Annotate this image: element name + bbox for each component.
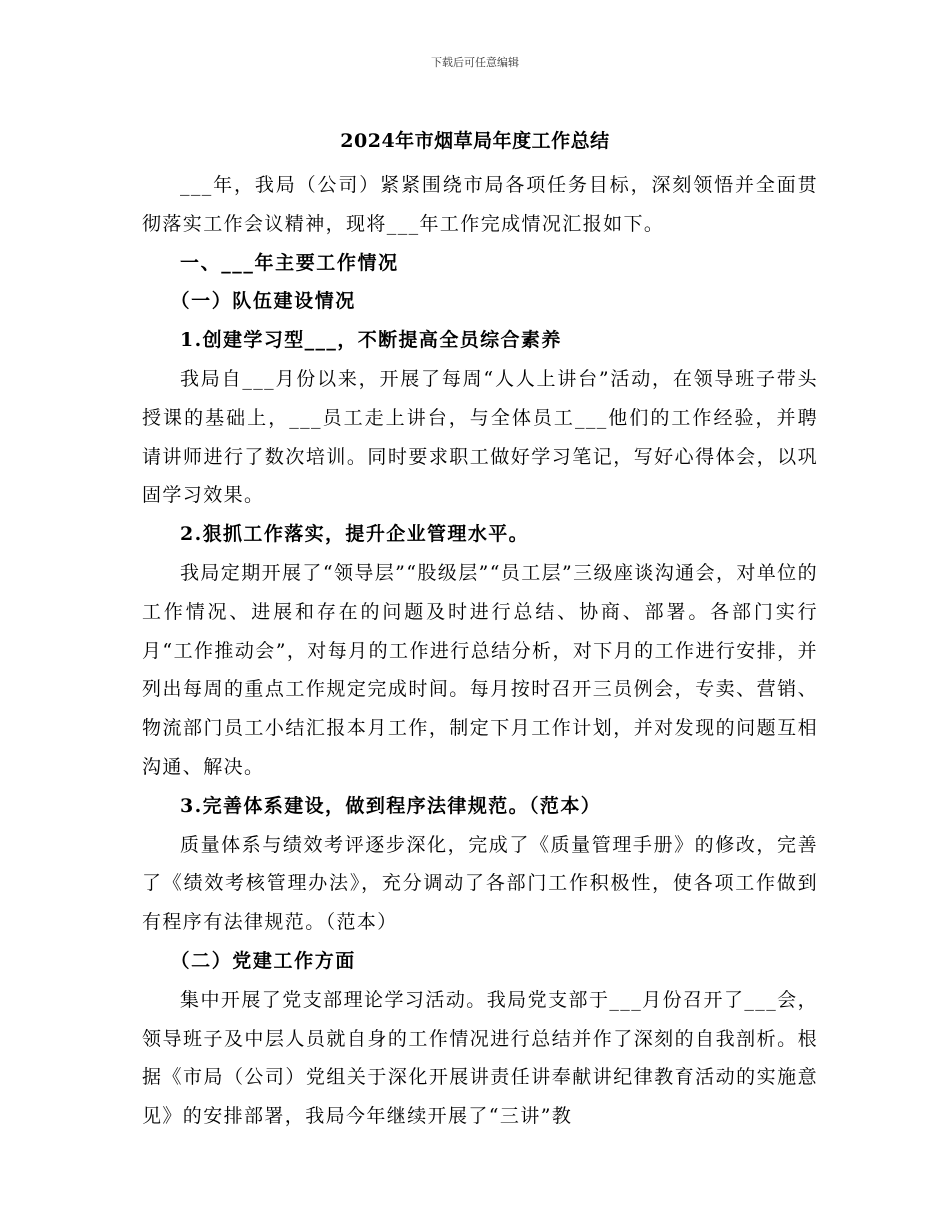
body-paragraph-1: 我局自___月份以来，开展了每周“人人上讲台”活动，在领导班子带头授课的基础上，___员工走上讲台，与全体员工___他们的工作经验，并聘请讲师进行了数次培训。同时要求职工做好学习笔记，写好心得体会，以巩固学习效果。 (142, 367, 818, 507)
header-note: 下载后可任意编辑 (431, 56, 519, 69)
item-heading-2: 2.狠抓工作落实，提升企业管理水平。 (180, 523, 530, 546)
subsection-heading-team: （一）队伍建设情况 (170, 290, 356, 313)
item-heading-1: 1.创建学习型___，不断提高全员综合素养 (180, 329, 562, 352)
section-heading-1: 一、___年主要工作情况 (180, 251, 399, 274)
intro-paragraph: ___年，我局（公司）紧紧围绕市局各项任务目标，深刻领悟并全面贯彻落实工作会议精神，现将___年工作完成情况汇报如下。 (142, 174, 818, 235)
subsection-heading-party: （二）党建工作方面 (170, 949, 356, 972)
document-title: 2024年市烟草局年度工作总结 (340, 130, 610, 152)
body-paragraph-3: 质量体系与绩效考评逐步深化，完成了《质量管理手册》的修改，完善了《绩效考核管理办法》，充分调动了各部门工作积极性，使各项工作做到有程序有法律规范。（范本） (142, 833, 818, 934)
body-paragraph-4: 集中开展了党支部理论学习活动。我局党支部于___月份召开了___会，领导班子及中层人员就自身的工作情况进行总结并作了深刻的自我剖析。根据《市局（公司）党组关于深化开展讲责任讲奉献讲纪律教育活动的实施意见》的安排部署，我局今年继续开展了“三讲”教 (142, 988, 818, 1128)
item-heading-3: 3.完善体系建设，做到程序法律规范。（范本） (180, 794, 602, 817)
body-paragraph-2: 我局定期开展了“领导层”“股级层”“员工层”三级座谈沟通会，对单位的工作情况、进展和存在的问题及时进行总结、协商、部署。各部门实行月“工作推动会”，对每月的工作进行总结分析，对下月的工作进行安排，并列出每周的重点工作规定完成时间。每月按时召开三员例会，专卖、营销、物流部门员工小结汇报本月工作，制定下月工作计划，并对发现的问题互相沟通、解决。 (142, 561, 818, 778)
document-body (142, 166, 818, 1136)
